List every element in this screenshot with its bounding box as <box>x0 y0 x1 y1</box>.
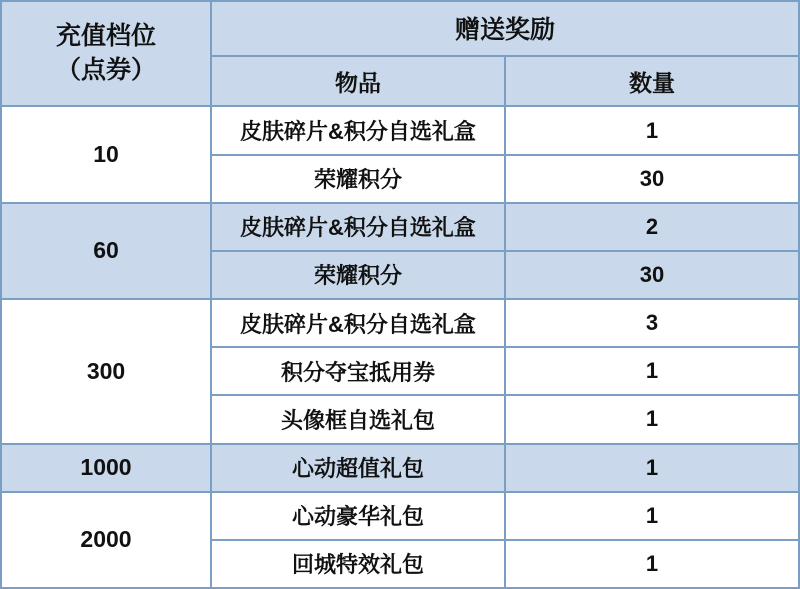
item-cell: 皮肤碎片&积分自选礼盒 <box>211 203 505 251</box>
quantity-cell: 1 <box>505 347 799 395</box>
quantity-cell: 3 <box>505 299 799 347</box>
item-cell: 皮肤碎片&积分自选礼盒 <box>211 106 505 154</box>
header-tier-cell <box>1 1 211 106</box>
item-cell: 荣耀积分 <box>211 155 505 203</box>
header-quantity-cell: 数量 <box>505 56 799 107</box>
table-row <box>1 299 799 347</box>
table-row <box>1 203 799 251</box>
table-row <box>1 444 799 492</box>
item-cell: 头像框自选礼包 <box>211 395 505 443</box>
table-row <box>1 492 799 540</box>
header-reward-cell: 赠送奖励 <box>211 1 799 56</box>
item-cell: 心动超值礼包 <box>211 444 505 492</box>
tier-cell: 1000 <box>1 444 211 492</box>
item-cell: 回城特效礼包 <box>211 540 505 588</box>
header-tier-line2: （点券） <box>55 55 156 84</box>
quantity-cell: 1 <box>505 540 799 588</box>
quantity-cell: 1 <box>505 106 799 154</box>
item-cell: 心动豪华礼包 <box>211 492 505 540</box>
item-cell: 皮肤碎片&积分自选礼盒 <box>211 299 505 347</box>
header-item-cell: 物品 <box>211 56 505 107</box>
item-cell: 积分夺宝抵用券 <box>211 347 505 395</box>
header-tier-line1: 充值档位 <box>55 21 156 50</box>
tier-cell: 2000 <box>1 492 211 588</box>
quantity-cell: 30 <box>505 155 799 203</box>
table-row <box>1 106 799 154</box>
item-cell: 荣耀积分 <box>211 251 505 299</box>
table-header-row-1 <box>1 1 799 56</box>
tier-cell: 300 <box>1 299 211 443</box>
tier-cell: 10 <box>1 106 211 202</box>
table-body <box>1 1 799 106</box>
quantity-cell: 1 <box>505 395 799 443</box>
quantity-cell: 1 <box>505 492 799 540</box>
tier-cell: 60 <box>1 203 211 299</box>
quantity-cell: 30 <box>505 251 799 299</box>
quantity-cell: 2 <box>505 203 799 251</box>
quantity-cell: 1 <box>505 444 799 492</box>
table-rows-body <box>1 106 799 588</box>
